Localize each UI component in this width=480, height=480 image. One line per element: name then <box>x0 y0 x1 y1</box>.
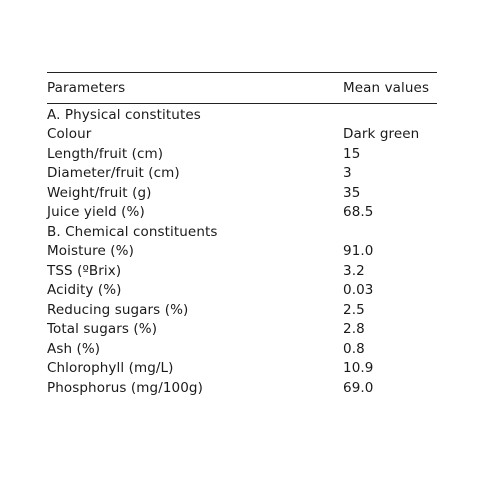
value-cell: 68.5 <box>343 204 374 221</box>
parameter-cell: Moisture (%) <box>47 243 134 260</box>
parameter-cell: Weight/fruit (g) <box>47 184 152 201</box>
value-cell: 2.8 <box>343 321 365 338</box>
value-cell: 3 <box>343 165 352 182</box>
parameter-cell: Ash (%) <box>47 340 101 357</box>
value-cell: 2.5 <box>343 301 365 318</box>
parameter-cell: Juice yield (%) <box>47 204 145 221</box>
table-row <box>47 339 437 359</box>
value-cell: 91.0 <box>343 243 374 260</box>
table-row <box>47 359 437 379</box>
parameter-cell: Reducing sugars (%) <box>47 301 189 318</box>
parameter-cell: Phosphorus (mg/100g) <box>47 379 203 396</box>
parameter-cell: TSS (ºBrix) <box>47 262 122 279</box>
parameter-cell: Acidity (%) <box>47 282 122 299</box>
table-row <box>47 125 437 145</box>
table-header <box>47 73 437 103</box>
value-cell: 3.2 <box>343 262 365 279</box>
table-row <box>47 242 437 262</box>
table-row <box>47 261 437 281</box>
table-row <box>47 281 437 301</box>
value-cell: 0.8 <box>343 340 365 357</box>
parameter-cell: Total sugars (%) <box>47 321 158 338</box>
table-header-rule <box>47 103 437 104</box>
table-row <box>47 203 437 223</box>
section-label: B. Chemical constituents <box>47 223 218 240</box>
table-row <box>47 164 437 184</box>
parameter-cell: Length/fruit (cm) <box>47 145 164 162</box>
table-row <box>47 378 437 398</box>
value-cell: 69.0 <box>343 379 374 396</box>
value-cell: Dark green <box>343 126 420 143</box>
parameter-cell: Diameter/fruit (cm) <box>47 165 180 182</box>
parameter-cell: Colour <box>47 126 92 143</box>
table-body <box>47 105 437 398</box>
value-cell: 10.9 <box>343 360 374 377</box>
table-row <box>47 144 437 164</box>
value-cell: 0.03 <box>343 282 374 299</box>
section-label: A. Physical constitutes <box>47 106 201 123</box>
value-cell: 15 <box>343 145 361 162</box>
value-cell: 35 <box>343 184 361 201</box>
section-row <box>47 105 437 125</box>
section-row <box>47 222 437 242</box>
table-row <box>47 300 437 320</box>
header-mean-values: Mean values <box>343 80 430 96</box>
table-row <box>47 183 437 203</box>
data-table <box>47 72 437 398</box>
parameter-cell: Chlorophyll (mg/L) <box>47 360 174 377</box>
table-row <box>47 320 437 340</box>
header-parameters: Parameters <box>47 80 126 96</box>
